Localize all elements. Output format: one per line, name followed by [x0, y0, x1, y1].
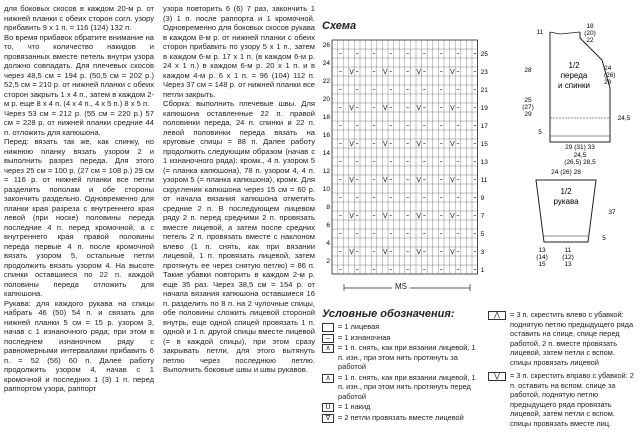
row-numbers-left — [323, 42, 331, 265]
stitch-mark — [350, 213, 354, 218]
slip-front-symbol-icon: ∧ — [322, 374, 334, 383]
stitch-mark — [450, 141, 454, 146]
stitch-mark — [450, 213, 454, 218]
stitch-mark — [450, 105, 454, 110]
dim-right-2: (26) — [604, 72, 616, 79]
legend-right — [488, 310, 636, 429]
row-numbers-right — [481, 51, 489, 274]
dim-lower-3: 29 — [524, 111, 532, 118]
stitch-mark — [383, 105, 387, 110]
row-number: 15 — [480, 141, 488, 149]
paragraph: Перед: вязать так же, как спинку, но нижнюю планку вязать узором 2 и выполнить разрез переда. Для этого через 25 см = 100 р. (27 см = 108 р.) 29 см = 116 р. от нижней планки все петли разделить пополам и обе стороны закончить раздельно. Одновременно для планки края разреза с внутреннего края левой (при носке) половины переда последние 4 п. перед кромочной, а с внутреннего края правой половины переда первые 4 п. после кромочной вязать узором 5, остальные петли продолжить вязать узором 4. На высоте спинки оставшиеся по 22 п. каждой половины переда отложить для капюшона. — [4, 137, 154, 298]
row-number: 23 — [480, 69, 488, 77]
paragraph: узора повторить 6 (6) 7 раз, закончить 1 (3) 1 п. после раппорта и 1 кромочной. Одновременно для боковых скосов рукава в каждом 8-м р. от нижней планки с обеих сторон прибавить по узору 5 х 1 п., затем в каждом 6-м р. 17 х 1 п. (в каждом 6-м р. 24 х 1 п.) в каждом 6-м р. 20 х 1 п. и в каждом 4-м р. 6 х 1 п. = 96 (104) 112 п. Через 37 см = 148 р. от нижней планки все петли закрыть. — [163, 4, 315, 99]
instruction-column-2 — [163, 4, 315, 375]
legend-item — [488, 371, 636, 428]
row-number: 19 — [480, 105, 488, 113]
stitch-mark — [383, 141, 387, 146]
back-front-schematic — [500, 22, 638, 167]
stitch-mark — [417, 213, 421, 218]
legend-item — [322, 333, 482, 343]
paragraph: Рукава: для каждого рукава на спицы набрать 46 (50) 54 п. и связать для нижней планки 5 см = 15 р. узором 3, начав с 1 изнаночного ряда; при этом в последнем изнаночном ряду с равномерными интервалами прибавить 6 п. = 52 (56) 60 п. Далее работу продолжить узором 4, начав с 1 кромочной и последних 1 (3) 1 п. перед раппортом узора, раппорт — [4, 298, 154, 393]
sleeve-bottom-3: 15 — [538, 261, 546, 268]
instruction-column-1 — [4, 4, 154, 394]
row-number: 14 — [322, 150, 330, 158]
dim-bottom3: (26,5) 28,5 — [564, 159, 596, 166]
legend-item — [322, 343, 482, 372]
legend-text: = 1 п. снять, как при вязании лицевой, 1 п. изн., при этом нить протянуть перед работой — [338, 372, 476, 401]
row-number: 9 — [480, 195, 485, 203]
legend-text: = 3 п. скрестить вправо с убавкой: 2 п. оставить на вспом. спице за работой, поднятую петлю предыдущего ряда провязать лицевой, затем петли с вспом. спицы провязать вместе лиц. — [510, 371, 634, 428]
stitch-mark — [450, 177, 454, 182]
dim-lower-1: 25 — [524, 97, 532, 104]
sleeve-bottom-1: 13 — [538, 247, 546, 254]
row-number: 16 — [322, 132, 330, 140]
legend-text: = 1 накид — [338, 402, 371, 411]
knitting-chart — [318, 36, 498, 296]
row-number: 12 — [322, 168, 330, 176]
dim-left: 28 — [524, 67, 532, 74]
sleeve-bottom-2: (14) — [536, 254, 548, 261]
chart-symbols — [339, 54, 476, 270]
row-number: 13 — [480, 159, 488, 167]
sleeve-bottom2-3: 13 — [564, 261, 572, 268]
stitch-mark — [450, 249, 454, 254]
dim-side: 24,5 — [617, 115, 631, 122]
row-number: 1 — [480, 267, 485, 275]
stitch-mark — [417, 141, 421, 146]
sleeve-label-1: 1/2 — [560, 187, 572, 196]
sleeve-height: 37 — [608, 209, 616, 216]
legend-item — [322, 322, 482, 332]
stitch-mark — [450, 69, 454, 74]
legend-text: = 3 п. скрестить влево с убавкой: поднятую петлю предыдущего ряда оставить на спице, спице перед работой, 2 п. вместе провязать лицевой, затем петли с вспом. спицы провязать лицевой — [510, 310, 634, 367]
paragraph: Сборка: выполнить плечевые швы. Для капюшона оставленные 22 п. правой половинки переда, 24 п. спинки и 22 п. левой половинки переда вязать на круговые спицы = 88 п. Далее работу продолжить следующим образом (начав с 1 изнаночного ряда): кромк., 4 п. узором 5 (= планка капюшона), 78 п. узором 4, 4 п. узором 5 (= планка капюшона), кромк. Для скругления капюшона через 15 см = 60 р. от начала вязания капюшона отметить средние 2 п. В последующем лицевом ряду 2 п. перед средними 2 п. провязать вместе лицевой, а затем после средних петель 2 п. провязать вместе с наклоном влево (1 п. снять, как при вязании лицевой, 1 п. провязать лицевой, затем протянуть ее через снятую петлю) = 86 п. Такие убавки повторить в каждом 2-м р. еще 35 раз. Через 38,5 см = 154 р. от начала вязания капюшона оставшиеся 16 п. разделить по 8 п. на 2 чулочные спицы, обе половины сложить лицевой стороной внутрь, еще одной спицей провязать 1 п. одной и 1 п. другой спицы вместе лицевой (= в каждой спицы), при этом сразу закрывать петли, для этого вытянуть петлю через последнюю петлю. Выполнить боковые швы и швы рукавов. — [163, 99, 315, 374]
dim-lower-2: (27) — [522, 104, 534, 111]
sleeve-bottom2-2: (12) — [562, 254, 574, 261]
dim-right-1: 24 — [604, 65, 612, 72]
yarn-over-symbol-icon: U — [322, 403, 334, 412]
stitch-mark — [350, 249, 354, 254]
stitch-mark — [417, 69, 421, 74]
back-label-line1: 1/2 — [568, 61, 580, 70]
stitch-mark — [350, 105, 354, 110]
stitch-mark — [417, 249, 421, 254]
row-number: 18 — [322, 114, 330, 122]
row-number: 6 — [326, 222, 330, 230]
legend-text: = 1 изнаночная — [338, 332, 391, 342]
chart-grid — [332, 40, 478, 274]
legend-left — [322, 322, 482, 423]
back-label-line3: и спинки — [558, 81, 590, 90]
sleeve-five: 5 — [602, 235, 606, 242]
dim-shoulder: 11 — [536, 29, 544, 36]
legend-text: = 1 лицевая — [338, 322, 380, 331]
stitch-mark — [383, 249, 387, 254]
stitch-mark — [350, 69, 354, 74]
legend-title: Условные обозначения: — [322, 308, 455, 320]
row-number: 24 — [322, 60, 330, 68]
dim-bottom: 29 (31) 33 — [565, 144, 595, 151]
dim-top-3: 22 — [586, 37, 594, 44]
row-number: 2 — [326, 258, 330, 266]
row-number: 25 — [480, 51, 488, 59]
row-number: 22 — [322, 78, 330, 86]
legend-item — [322, 402, 482, 412]
row-number: 5 — [480, 231, 485, 239]
sleeve-label-2: рукава — [553, 197, 579, 206]
stitch-mark — [350, 177, 354, 182]
ms-label: MS — [392, 282, 410, 291]
row-number: 7 — [480, 213, 485, 221]
row-number: 10 — [322, 186, 330, 194]
back-label-line2: переда — [560, 71, 588, 80]
dim-top-1: 18 — [586, 23, 594, 30]
stitch-mark — [383, 213, 387, 218]
sleeve-schematic — [510, 168, 638, 280]
row-number: 8 — [326, 204, 330, 212]
dim-bottom2: 24,5 — [573, 152, 587, 159]
dim-five: 5 — [538, 129, 542, 136]
legend-item — [488, 310, 636, 367]
paragraph: Во время прибавок обратите внимание на то, что количество накидов и провязанных вместе петель внутри узора должно совпадать. Для плечевых скосов через 48,5 см = 194 р. (50,5 см = 202 р.) 52,5 см = 210 р. от нижней планки с обеих сторон закрыть 1 х 4 п., затем в каждом 2-м р. еще 8 х 4 п. (4 х 4 п., 4 х 5 п.) 8 х 5 п. — [4, 32, 154, 108]
dim-right-3: 28 — [604, 79, 612, 86]
sleeve-top: 24 (26) 28 — [551, 169, 581, 176]
row-number: 4 — [326, 240, 330, 248]
row-number: 3 — [480, 249, 485, 257]
knit-symbol-icon — [322, 323, 334, 332]
legend-text: = 1 п. снять, как при вязании лицевой, 1 п. изн., при этом нить протянуть за работой — [338, 343, 476, 371]
purl-symbol-icon: – — [322, 334, 334, 343]
cross-right-symbol-icon: ⋁ — [488, 372, 506, 381]
stitch-mark — [383, 69, 387, 74]
slip-back-symbol-icon: ∧ — [322, 344, 334, 353]
paragraph: Через 53 см = 212 р. (55 см = 220 р.) 57 см = 228 р. от нижней планки средние 44 п. отложить для капюшона. — [4, 108, 154, 137]
sleeve-bottom2-1: 11 — [564, 247, 572, 254]
row-number: 17 — [480, 123, 488, 131]
stitch-mark — [350, 141, 354, 146]
row-number: 11 — [480, 177, 488, 185]
stitch-mark — [417, 177, 421, 182]
stitch-mark — [383, 177, 387, 182]
row-number: 21 — [480, 87, 488, 95]
row-number: 20 — [322, 96, 330, 104]
legend-text: = 2 петли провязать вместе лицевой — [338, 412, 464, 422]
chart-title: Схема — [322, 20, 357, 32]
stitch-mark — [417, 105, 421, 110]
row-number: 26 — [322, 42, 330, 50]
legend-item — [322, 413, 482, 423]
cross-left-symbol-icon: ⋀ — [488, 311, 506, 320]
paragraph: для боковых скосов в каждом 20-м р. от нижней планки с обеих сторон согл. узору прибавить 9 х 1 п. = 116 (124) 132 п. — [4, 4, 154, 32]
dim-top-2: (20) — [584, 30, 596, 37]
k2tog-symbol-icon: ∇ — [322, 414, 334, 423]
legend-item — [322, 373, 482, 402]
